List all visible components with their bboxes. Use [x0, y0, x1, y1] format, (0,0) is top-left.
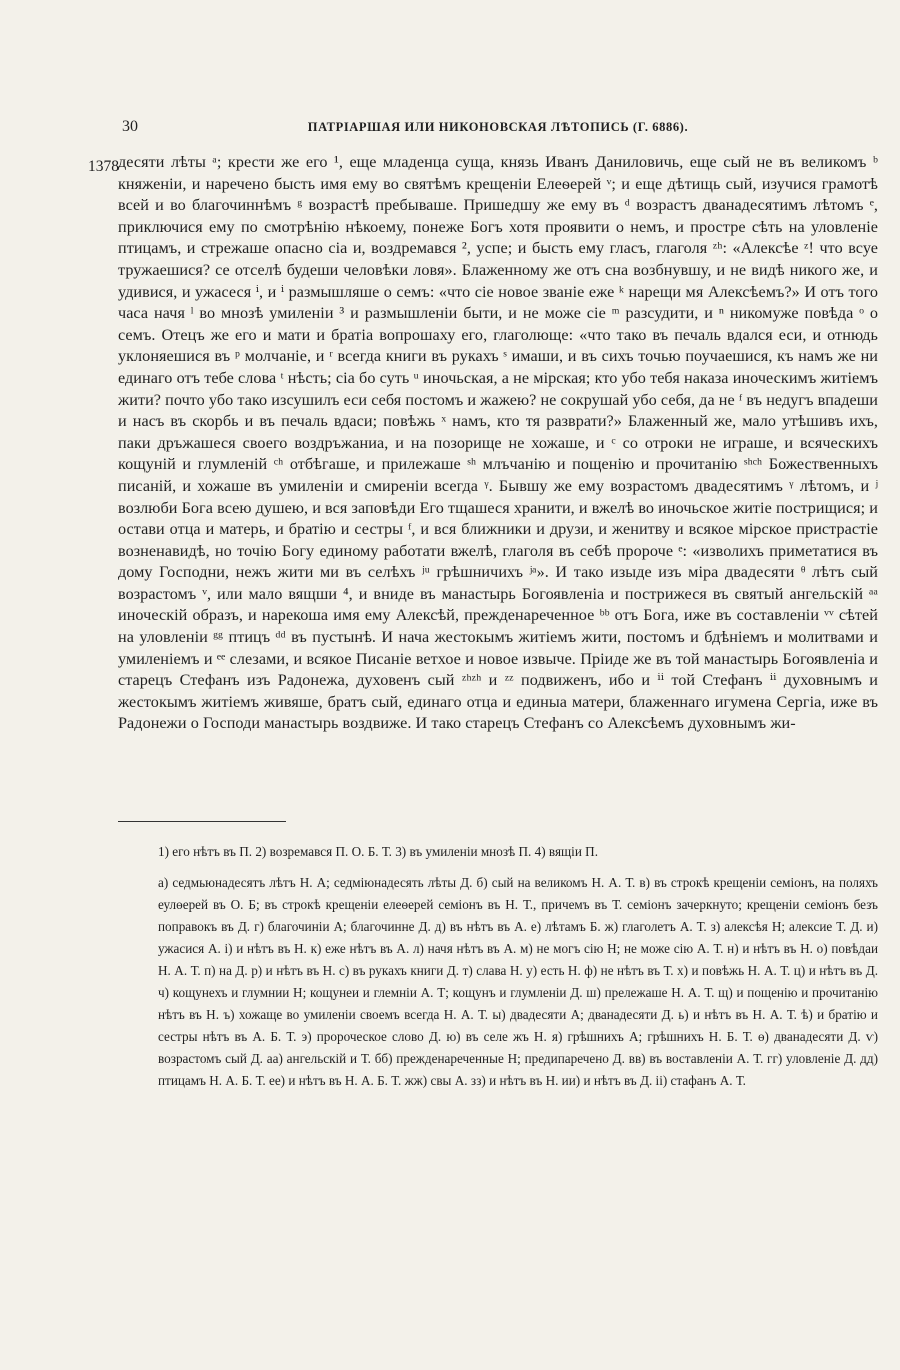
page-header	[118, 118, 878, 142]
margin-year: 1378	[88, 158, 119, 175]
numeric-footnotes: 1) его нѣтъ въ П. 2) возремався П. О. Б. Т. 3) въ умиленіи мнозѣ П. 4) вящіи П.	[158, 844, 599, 859]
variant-footnotes	[158, 872, 878, 1092]
main-paragraph: десяти лѣты ᵃ; крести же его ¹, еще младенца суща, князь Иванъ Даниловичь, еще сый не въ великомъ ᵇ княженіи, и наречено бысть имя ему во святѣмъ крещеніи Елеѳерей ᵛ; и еще дѣтищь сый, изучися грамотѣ всей и во благочиннѣмъ ᵍ возрастѣ пребываше. Пришедшу же ему въ ᵈ возрастъ дванадесятимъ лѣтомъ ᵉ, приключися ему по смотрѣнію нѣкоему, понеже Богъ хотя проявити о немъ, и простре сѣть на уловленіе птицамъ, и стрежаше опасно сіа и, воздремався ², успе; и бысть ему гласъ, глаголя ᶻʰ: «Алексѣе ᶻ! что всуе тружаешися? се отселѣ будеши человѣки ловя». Блаженному же отъ сна возбнувшу, и не видѣ никого же, и удивися, и ужасеся ⁱ, и ⁱ размышляше о семъ: «что сіе новое званіе еже ᵏ нарещи мя Алексѣемъ?» И отъ того часа начя ˡ во мнозѣ умиленіи ³ и размышленіи быти, и не може сіе ᵐ разсудити, и ⁿ никомуже повѣда ᵒ о семъ. Отецъ же его и мати и братіа вопрошаху его, глаголюще: «что тако въ печаль вдался еси, и отнюдь уклоняешися въ ᵖ молчаніе, и ʳ всегда книги въ рукахъ ˢ имаши, и въ сихъ точью поучаешися, къ намъ же ни единаго отъ тебе слова ᵗ нѣсть; сіа бо суть ᵘ иночьская, а не мірская; кто убо тебя наказа иноческимъ житіемъ жити? почто убо тако изсушилъ еси себя постомъ и жажею? не сокрушай убо себя, да не ᶠ въ недугъ впадеши и насъ въ скорбь и въ печаль вдаси; повѣжь ˣ намъ, кто тя разврати?» Блаженный же, мало утѣшивъ ихъ, паки дръжашеся своего воздръжаниа, и на позорище не хожаше, и ᶜ со отроки не играше, и всяческихъ кощуній и глумленій ᶜʰ отбѣгаше, и прилежаше ˢʰ млъчанію и пощенію и прочитанію ˢʰᶜʰ Божественныхъ писаній, и хожаше въ умиленіи и смиреніи всегда ᵞ. Бывшу же ему возрастомъ двадесятимъ ᵞ лѣтомъ, и ʲ возлюби Бога всею душею, и вся заповѣди Его тщашеся хранити, и вжелѣ во иночьское житіе пострищися; и остави отца и матерь, и братію и сестры ᶠ, и вся ближники и друзи, и женитву и всякое мірское пристрастіе возненавидѣ, но точію Богу единому работати вжелѣ, глаголя въ себѣ пророче ᵉ: «изволихъ приметатися въ дому Господни, нежъ жити ми въ селѣхъ ʲᵘ грѣшничихъ ʲᵃ». И тако изыде изъ міра двадесяти ᶿ лѣтъ сый возрастомъ ᵛ, или мало вящши ⁴, и вниде въ манастырь Богоявленіа и пострижеся въ святый ангельскій ᵃᵃ иноческій образъ, и нарекоша имя ему Алексѣй, прежденареченное ᵇᵇ отъ Бога, иже въ составленіи ᵛᵛ сѣтей на уловленіи ᵍᵍ птицъ ᵈᵈ въ пустынѣ. И нача жестокымъ житіемъ жити, постомъ и бдѣніемъ и молитвами и умиленіемъ и ᵉᵉ слезами, и всякое Писаніе ветхое и новое извыче. Пріиде же въ той манастырь Богоявленіа и старецъ Стефанъ изъ Радонежа, духовенъ сый ᶻʰᶻʰ и ᶻᶻ подвиженъ, ибо и ⁱⁱ той Стефанъ ⁱⁱ духовнымъ и жестокымъ житіемъ живяше, братъ сый, единаго отца и единыа матери, блаженнаго игумена Сергіа, иже въ Радонежи о Господи манастырь воздвиже. И тако старецъ Стефанъ со Алексѣемъ духовнымъ жи-	[118, 153, 878, 733]
variant-footnotes-text: а) седмьюнадесятъ лѣтъ Н. А; седміюнадесять лѣты Д. б) сый на великомъ Н. А. Т. в) въ строкѣ крещенiи семіонъ, на поляхъ еулѳерей въ О. Б; въ строкѣ крещеніи елеѳерей семіонъ въ Н. Т., причемъ въ Т. семіонъ зачеркнуто; крещеніи семіонъ безъ поправокъ въ Д. г) благочиніи А; благочинне Д. д) въ нѣтъ въ А. е) лѣтамъ Б. ж) глаголетъ А. Т. з) алексѣя Н; алексие Т. Д. и) ужасися А. і) и нѣтъ въ Н. к) еже нѣтъ въ А. л) начя нѣтъ въ А. м) не могъ сію Н; не може сію А. Т. н) и нѣтъ въ Н. о) повѣдаи Н. А. Т. п) на Д. р) и нѣтъ въ Н. с) въ рукахъ книги Д. т) слава Н. у) есть Н. ф) не нѣтъ въ Т. х) и повѣжь Н. А. Т. ц) и нѣтъ въ Д. ч) кощунехъ и глумнии Н; кощунеи и глемніи А. Т; кощунъ и глумленіи Д. ш) прележаше Н. А. Т. щ) и пощенію и прочитанію нѣтъ въ Н. ъ) хожаще во умиленіи своемъ всегда Н. А. Т. ы) двадесяти А; дванадесяти Д. ь) и нѣтъ въ Н. А. Т. ѣ) и братію и сестры нѣтъ въ А. Б. Т. э) пророческое слово Д. ю) въ селе жъ Н. я) грѣшнихъ А; грѣшнихъ Н. Б. Т. ѳ) дванадесяти Д. ѵ) возрастомъ сый Д. аа) ангельскій и Т. бб) прежденареченные Н; предипаречено Д. вв) въ воставленіи А. Т. гг) уловленіе Д. дд) птицамъ Н. А. Б. Т. ее) и нѣтъ въ Н. А. Б. Т. жж) свы А. зз) и нѣтъ въ Н. ии) и нѣтъ въ Д. іі) стафанъ А. Т.	[158, 875, 878, 1088]
footnote-separator	[118, 821, 286, 822]
running-title: ПАТРІАРШАЯ ИЛИ НИКОНОВСКАЯ ЛѢТОПИСЬ (Г. 6886).	[307, 120, 689, 134]
page-number: 30	[122, 118, 138, 135]
main-text-block	[118, 152, 878, 735]
